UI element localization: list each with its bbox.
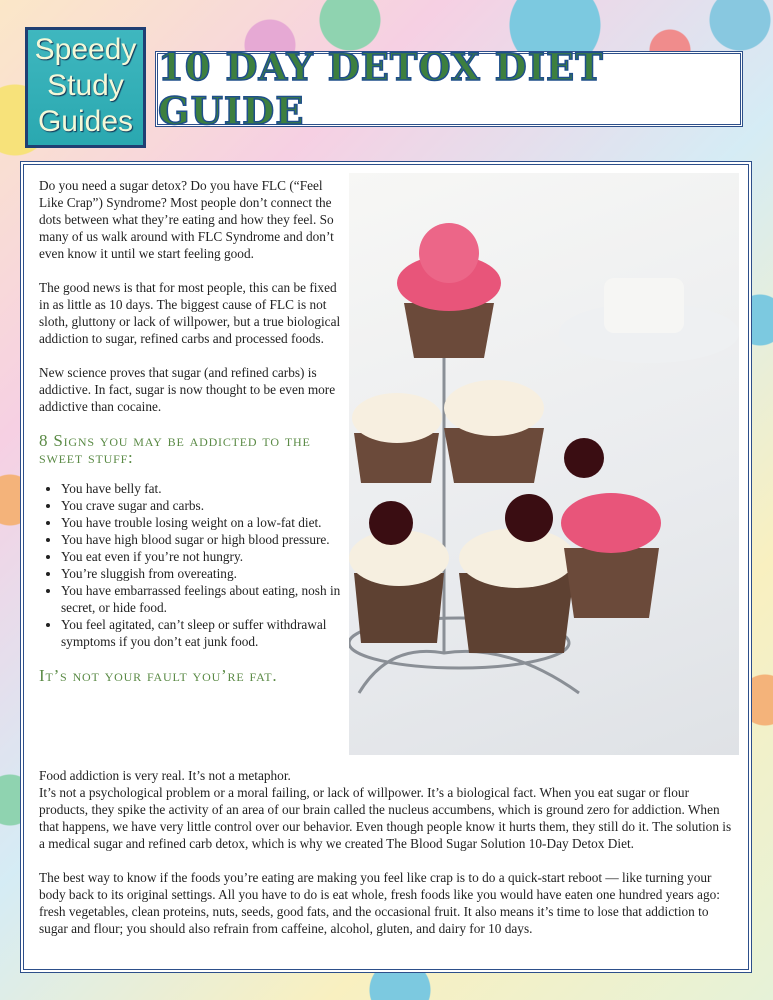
section-heading: It’s not your fault you’re fat. — [39, 666, 278, 685]
title-banner — [155, 45, 743, 133]
speedy-study-guides-logo — [25, 27, 146, 148]
list-item: • You have high blood sugar or high blood pressure. — [61, 531, 349, 548]
list-item: • You eat even if you’re not hungry. — [61, 548, 349, 565]
section-heading: 8 Signs you may be addicted to the sweet stuff: — [39, 431, 311, 467]
paragraph: Do you need a sugar detox? Do you have FLC (“Feel Like Crap”) Syndrome? Most people don’t connect the dots between what they’re eating and how they feel. So many of us walk around with FLC Syndrome and don’t even know it until we start feeling good. — [39, 178, 334, 261]
cupcake-stand-photo — [349, 173, 739, 755]
list-item: • You have belly fat. — [61, 480, 349, 497]
left-column — [39, 177, 349, 698]
list-item: • You’re sluggish from overeating. — [61, 565, 349, 582]
paragraph: The good news is that for most people, this can be fixed in as little as 10 days. The biggest cause of FLC is not sloth, gluttony or lack of willpower, but a true biological addiction to sugar, refined carbs and processed foods. — [39, 280, 341, 346]
list-item: • You have embarrassed feelings about eating, nosh in secret, or hide food. — [61, 582, 349, 616]
paragraph: New science proves that sugar (and refined carbs) is addictive. In fact, sugar is now thought to be even more addictive than cocaine. — [39, 365, 336, 414]
paragraph: It’s not a psychological problem or a moral failing, or lack of willpower. It’s a biological fact. When you eat sugar or flour products, they spike the activity of an area of our brain called the nucleus accumbens, which is ground zero for addiction. When that happens, we have very little control over our behavior. Even though people know it hurts them, they still do it. The solution is a medical sugar and refined carb detox, which is why we created The Blood Sugar Solution 10-Day Detox Diet. — [39, 785, 732, 851]
bottom-text — [39, 767, 739, 954]
paragraph: Food addiction is very real. It’s not a metaphor. — [39, 768, 291, 783]
page-title: 10 DAY DETOX DIET GUIDE — [158, 45, 604, 133]
content-panel — [20, 161, 752, 973]
logo-line: Speedy — [34, 33, 137, 66]
list-item: • You have trouble losing weight on a low-fat diet. — [61, 514, 349, 531]
list-item: • You feel agitated, can’t sleep or suffer withdrawal symptoms if you don’t eat junk food. — [61, 616, 349, 650]
signs-list — [39, 480, 349, 650]
logo-line: Guides — [37, 105, 134, 138]
list-item: • You crave sugar and carbs. — [61, 497, 349, 514]
paragraph: The best way to know if the foods you’re eating are making you feel like crap is to do a quick-start reboot — like turning your body back to its original settings. All you have to do is eat whole, fresh foods like you would have eaten one hundred years ago: fresh vegetables, clean proteins, nuts, seeds, good fats, and the occasional fruit. It also means it’s time to lose that addiction to sugar and flour; you should also refrain from caffeine, alcohol, gluten, and dairy for 10 days. — [39, 870, 720, 936]
logo-line: Study — [47, 69, 124, 102]
cupcakes-illustration — [349, 173, 739, 755]
